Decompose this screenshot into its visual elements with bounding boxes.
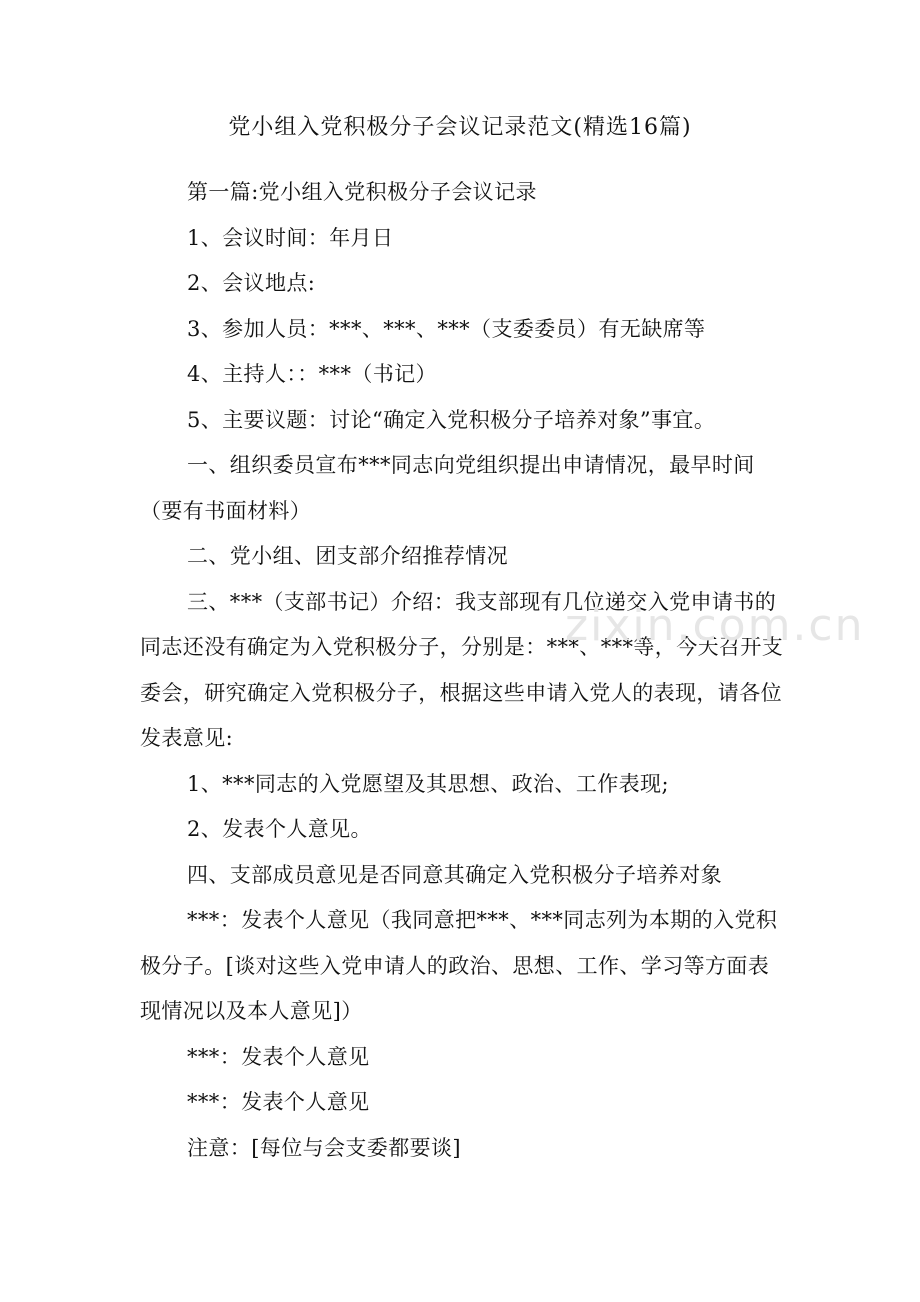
agenda-item-3: 三、***（支部书记）介绍：我支部现有几位递交入党申请书的同志还没有确定为入党积极分子，分别是：***、***等，今天召开支委会，研究确定入党积极分子，根据这些申请入党人的表现，请各位发表意见: <box>140 589 784 750</box>
agenda-item-4: 四、支部成员意见是否同意其确定入党积极分子培养对象 <box>187 862 722 887</box>
agenda-item-2: 二、党小组、团支部介绍推荐情况 <box>187 544 508 568</box>
member-opinion-1: ***：发表个人意见（我同意把***、***同志列为本期的入党积极分子。[谈对这些入党申请人的政治、思想、工作、学习等方面表现情况以及本人意见]） <box>140 908 778 1023</box>
note: 注意：[每位与会支委都要谈] <box>187 1135 461 1160</box>
meeting-location: 2、会议地点: <box>187 271 316 295</box>
host: 4、主持人：：***（书记） <box>187 362 437 386</box>
agenda-subitem-1: 1、***同志的入党愿望及其思想、政治、工作表现; <box>187 771 669 796</box>
agenda-item-1: 一、组织委员宣布***同志向党组织提出申请情况，最早时间（要有书面材料） <box>140 453 755 523</box>
section-heading: 第一篇:党小组入党积极分子会议记录 <box>187 180 537 204</box>
attendees: 3、参加人员：***、***、***（支委委员）有无缺席等 <box>187 316 706 341</box>
main-topic: 5、主要议题：讨论“确定入党积极分子培养对象”事宜。 <box>187 407 716 432</box>
agenda-subitem-2: 2、发表个人意见。 <box>187 817 372 841</box>
member-opinion-3: ***：发表个人意见 <box>187 1090 370 1114</box>
document-title: 党小组入党积极分子会议记录范文(精选16篇) <box>228 115 692 140</box>
member-opinion-2: ***：发表个人意见 <box>187 1044 370 1069</box>
watermark: zixin.com.cn <box>565 600 865 651</box>
meeting-time: 1、会议时间：年月日 <box>187 225 394 250</box>
document-body <box>140 170 784 1171</box>
